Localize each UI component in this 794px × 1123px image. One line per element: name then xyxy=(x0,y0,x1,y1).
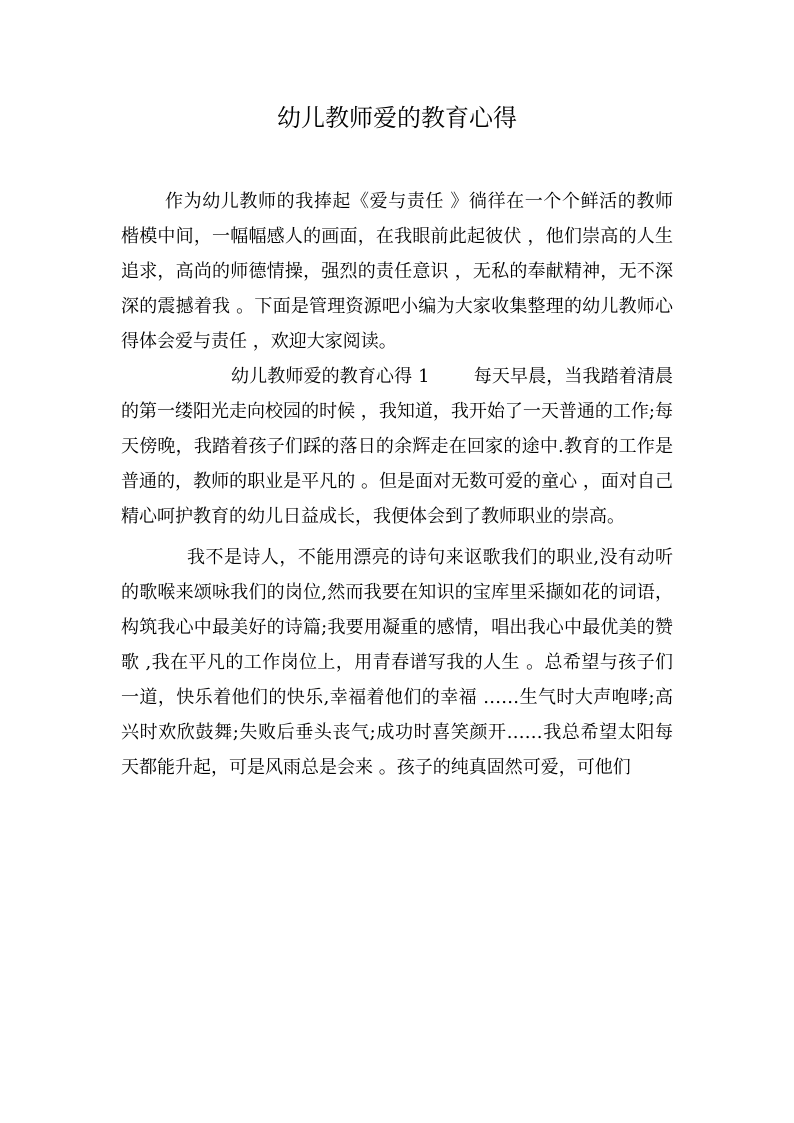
document-body xyxy=(121,184,673,785)
body-paragraph-3: 我不是诗人，不能用漂亮的诗句来讴歌我们的职业,没有动听的歌喉来颂咏我们的岗位,然而我要在知识的宝库里采撷如花的词语，构筑我心中最美好的诗篇;我要用凝重的感情，唱出我心中最优美的赞歌 ,我在平凡的工作岗位上，用青春谱写我的人生 。总希望与孩子们一道，快乐着他们的快乐,幸福着他们的幸福 ……生气时大声咆哮;高兴时欢欣鼓舞;失败后垂头丧气;成功时喜笑颜开……我总希望太阳每天都能升起，可是风雨总是会来 。孩子的纯真固然可爱，可他们 xyxy=(121,547,673,778)
section-text: 每天早晨，当我踏着清晨的第一缕阳光走向校园的时候 ，我知道，我开始了一天普通的工作;每天傍晚，我踏着孩子们踩的落日的余辉走在回家的途中.教育的工作是普通的，教师的职业是平凡的 。但是面对无数可爱的童心 ，面对自己精心呵护教育的幼儿日益成长，我便体会到了教师职业的崇高。 xyxy=(121,366,673,527)
intro-paragraph: 作为幼儿教师的我捧起《爱与责任 》徜徉在一个个鲜活的教师楷模中间，一幅幅感人的画面，在我眼前此起彼伏 ，他们崇高的人生追求，高尚的师德情操，强烈的责任意识 ，无私的奉献精神，无不深深的震撼着我 。下面是管理资源吧小编为大家收集整理的幼儿教师心得体会爱与责任 ，欢迎大家阅读。 xyxy=(121,191,673,352)
section-paragraph xyxy=(121,359,673,534)
section-heading: 幼儿教师爱的教育心得 1 xyxy=(231,366,430,387)
document-title: 幼儿教师爱的教育心得 xyxy=(277,104,517,132)
